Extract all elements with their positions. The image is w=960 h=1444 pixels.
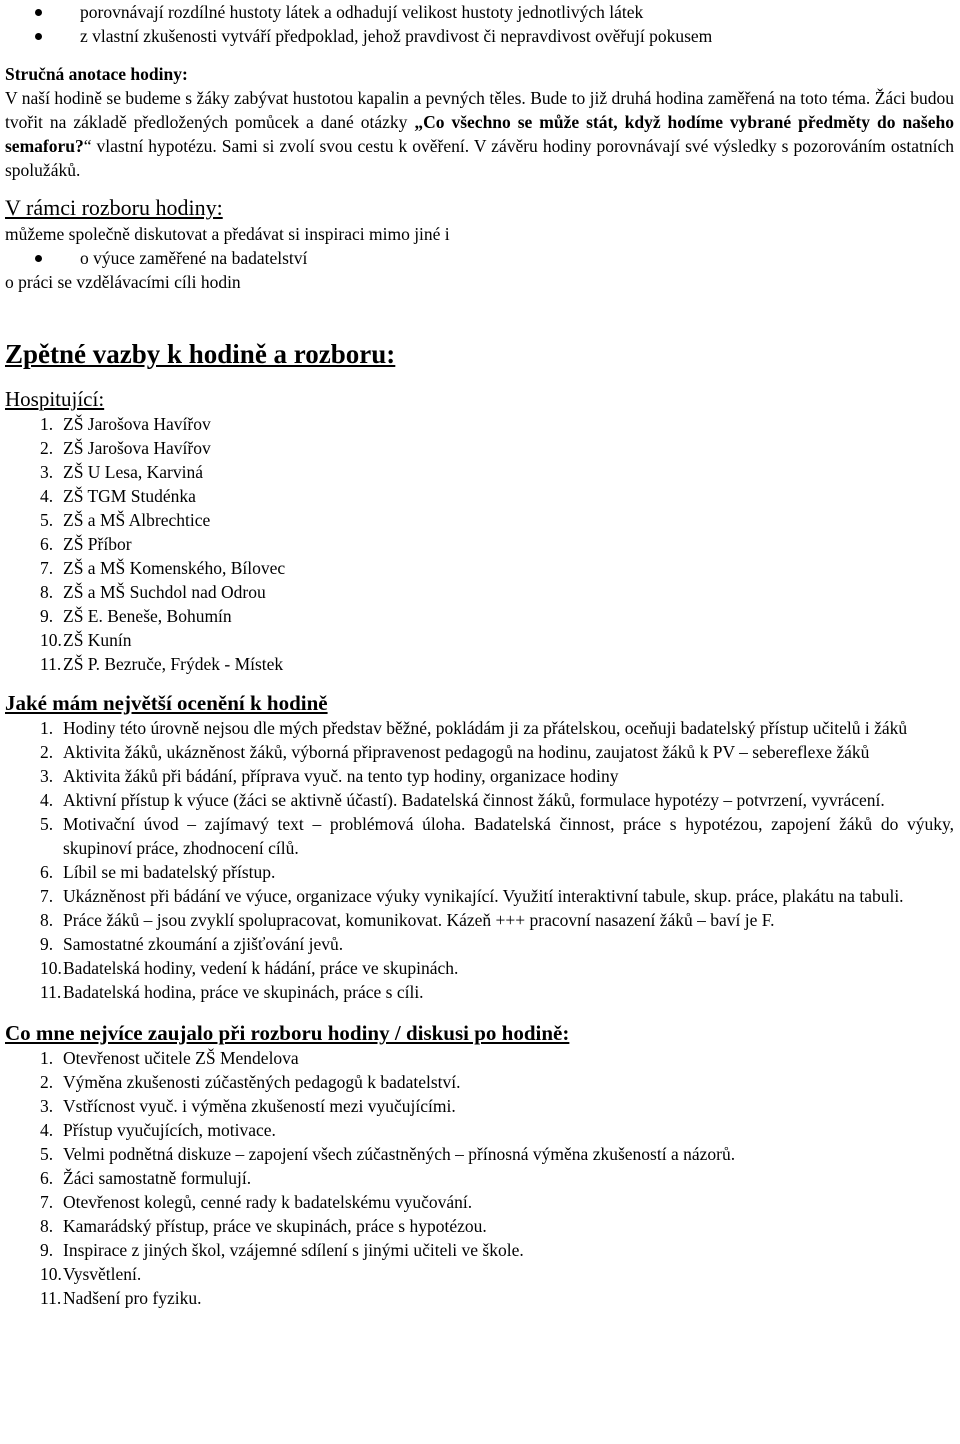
list-item-text: Badatelská hodina, práce ve skupinách, práce s cíli. xyxy=(63,982,424,1002)
list-item-text: Nadšení pro fyziku. xyxy=(63,1288,202,1308)
list-item xyxy=(5,508,954,532)
list-item xyxy=(5,1094,954,1118)
list-item-text: Otevřenost učitele ZŠ Mendelova xyxy=(63,1048,299,1068)
list-item xyxy=(5,716,954,740)
list-item-number: 9. xyxy=(40,934,54,954)
list-item-number: 7. xyxy=(40,1192,54,1212)
list-item xyxy=(5,580,954,604)
bullet-dot-icon xyxy=(35,33,42,40)
list-item-number: 10. xyxy=(40,1264,62,1284)
list-item-number: 3. xyxy=(40,462,54,482)
list-item-text: ZŠ Jarošova Havířov xyxy=(63,438,211,458)
list-item-text: Vysvětlení. xyxy=(63,1264,142,1284)
list-item-text: Otevřenost kolegů, cenné rady k badatelskému vyučování. xyxy=(63,1192,473,1212)
list-item-number: 11. xyxy=(40,982,62,1002)
list-item xyxy=(5,652,954,676)
list-item-number: 1. xyxy=(40,414,54,434)
list-item-number: 1. xyxy=(40,718,54,738)
list-item xyxy=(5,604,954,628)
list-item-number: 1. xyxy=(40,1048,54,1068)
list-item xyxy=(5,860,954,884)
zaujalo-heading: Co mne nejvíce zaujalo při rozboru hodiny / diskusi po hodině: xyxy=(5,1021,570,1045)
list-item xyxy=(5,1286,954,1310)
hospitujici-heading: Hospitující: xyxy=(5,387,105,411)
list-item-text: Práce žáků – jsou zvyklí spolupracovat, komunikovat. Kázeň +++ pracovní nasazení žáků – baví je F. xyxy=(63,910,775,930)
list-item-number: 11. xyxy=(40,654,62,674)
list-item-text: ZŠ a MŠ Komenského, Bílovec xyxy=(63,558,286,578)
list-item xyxy=(5,764,954,788)
list-item xyxy=(5,812,954,860)
list-item-text: Badatelská hodiny, vedení k hádání, práce ve skupinách. xyxy=(63,958,459,978)
rozbor-section xyxy=(5,194,954,294)
oceneni-list xyxy=(5,716,954,1004)
list-item xyxy=(5,884,954,908)
list-item-number: 6. xyxy=(40,534,54,554)
list-item-text: Aktivní přístup k výuce (žáci se aktivně účastí). Badatelská činnost žáků, formulace hypotézy – potvrzení, vyvrácení. xyxy=(63,790,885,810)
oceneni-heading: Jaké mám největší ocenění k hodině xyxy=(5,691,328,715)
list-item xyxy=(5,1118,954,1142)
bullet-item: porovnávají rozdílné hustoty látek a odhadují velikost hustoty jednotlivých látek xyxy=(5,0,954,24)
list-item-text: ZŠ Kunín xyxy=(63,630,132,650)
list-item-text: ZŠ a MŠ Suchdol nad Odrou xyxy=(63,582,266,602)
list-item-text: Aktivita žáků při bádání, příprava vyuč. na tento typ hodiny, organizace hodiny xyxy=(63,766,619,786)
list-item-number: 6. xyxy=(40,862,54,882)
list-item-number: 5. xyxy=(40,510,54,530)
list-item-number: 8. xyxy=(40,910,54,930)
list-item-text: Líbil se mi badatelský přístup. xyxy=(63,862,276,882)
anotace-section xyxy=(5,62,954,182)
list-item-text: ZŠ Příbor xyxy=(63,534,132,554)
list-item-text: Vstřícnost vyuč. i výměna zkušeností mezi vyučujícími. xyxy=(63,1096,456,1116)
list-item xyxy=(5,1046,954,1070)
list-item-text: ZŠ Jarošova Havířov xyxy=(63,414,211,434)
list-item-number: 4. xyxy=(40,790,54,810)
list-item-text: Velmi podnětná diskuze – zapojení všech zúčastněných – přínosná výměna zkušeností a názorů. xyxy=(63,1144,736,1164)
list-item-number: 11. xyxy=(40,1288,62,1308)
list-item-number: 4. xyxy=(40,486,54,506)
bullet-dot-icon xyxy=(35,9,42,16)
rozbor-bullet-list xyxy=(5,246,954,270)
zpetne-vazby-heading: Zpětné vazby k hodině a rozboru: xyxy=(5,339,396,369)
list-item-text: Hodiny této úrovně nejsou dle mých představ běžné, pokládám ji za přátelskou, oceňuji badatelský přístup učitelů i žáků xyxy=(63,718,908,738)
list-item-number: 5. xyxy=(40,1144,54,1164)
rozbor-heading: V rámci rozboru hodiny: xyxy=(5,195,223,220)
top-bullet-list xyxy=(5,0,954,48)
list-item xyxy=(5,412,954,436)
list-item-text: ZŠ E. Beneše, Bohumín xyxy=(63,606,232,626)
list-item-number: 2. xyxy=(40,1072,54,1092)
list-item-number: 3. xyxy=(40,1096,54,1116)
list-item-text: Aktivita žáků, ukázněnost žáků, výborná připravenost pedagogů na hodinu, zaujatost žáků k PV – sebereflexe žáků xyxy=(63,742,870,762)
list-item-number: 7. xyxy=(40,558,54,578)
list-item xyxy=(5,956,954,980)
bullet-item: o výuce zaměřené na badatelství xyxy=(5,246,954,270)
list-item xyxy=(5,1166,954,1190)
list-item-number: 2. xyxy=(40,438,54,458)
anotace-text: V naší hodině se budeme s žáky zabývat hustotou kapalin a pevných těles. Bude to již druhá hodina zaměřená na toto téma. Žáci budou tvořit na základě předložených pomůcek a dané otázky „Co všechno se může stát, když hodíme vybrané předměty do našeho semaforu?“ vlastní hypotézu. Sami si zvolí svou cestu k ověření. V závěru hodiny porovnávají své výsledky s pozorováním ostatních spolužáků. xyxy=(5,88,954,180)
list-item xyxy=(5,628,954,652)
list-item-text: ZŠ a MŠ Albrechtice xyxy=(63,510,211,530)
list-item-text: Přístup vyučujících, motivace. xyxy=(63,1120,276,1140)
list-item xyxy=(5,1070,954,1094)
list-item-number: 8. xyxy=(40,582,54,602)
list-item-text: ZŠ P. Bezruče, Frýdek - Místek xyxy=(63,654,284,674)
bullet-dot-icon xyxy=(35,255,42,262)
list-item xyxy=(5,1262,954,1286)
list-item xyxy=(5,908,954,932)
list-item xyxy=(5,1214,954,1238)
list-item-text: Kamarádský přístup, práce ve skupinách, práce s hypotézou. xyxy=(63,1216,487,1236)
list-item xyxy=(5,436,954,460)
list-item-number: 5. xyxy=(40,814,54,834)
list-item-number: 3. xyxy=(40,766,54,786)
list-item-text: Inspirace z jiných škol, vzájemné sdílení s jinými učiteli ve škole. xyxy=(63,1240,524,1260)
anotace-question: „Co všechno se může stát, když hodíme vybrané předměty do našeho semaforu? xyxy=(5,112,954,156)
list-item-text: Výměna zkušenosti zúčastěných pedagogů k badatelství. xyxy=(63,1072,461,1092)
list-item-number: 9. xyxy=(40,606,54,626)
hospitujici-list xyxy=(5,412,954,676)
list-item-text: ZŠ TGM Studénka xyxy=(63,486,196,506)
list-item-number: 2. xyxy=(40,742,54,762)
list-item-text: Samostatné zkoumání a zjišťování jevů. xyxy=(63,934,344,954)
list-item-number: 4. xyxy=(40,1120,54,1140)
list-item xyxy=(5,740,954,764)
list-item xyxy=(5,460,954,484)
list-item xyxy=(5,556,954,580)
list-item xyxy=(5,1238,954,1262)
bullet-item: z vlastní zkušenosti vytváří předpoklad, jehož pravdivost či nepravdivost ověřují pokusem xyxy=(5,24,954,48)
list-item-number: 8. xyxy=(40,1216,54,1236)
zaujalo-list xyxy=(5,1046,954,1310)
list-item xyxy=(5,980,954,1004)
list-item-number: 10. xyxy=(40,958,62,978)
rozbor-line: o práci se vzdělávacími cíli hodin xyxy=(5,272,241,292)
list-item xyxy=(5,788,954,812)
list-item-text: Motivační úvod – zajímavý text – problémová úloha. Badatelská činnost, práce s hypotézou, zapojení žáků do výuky, skupinoví práce, zhodnocení cílů. xyxy=(63,814,954,858)
list-item-number: 10. xyxy=(40,630,62,650)
list-item-number: 6. xyxy=(40,1168,54,1188)
list-item-text: ZŠ U Lesa, Karviná xyxy=(63,462,203,482)
list-item-text: Žáci samostatně formulují. xyxy=(63,1168,252,1188)
list-item xyxy=(5,484,954,508)
rozbor-line: můžeme společně diskutovat a předávat si inspiraci mimo jiné i xyxy=(5,224,450,244)
list-item xyxy=(5,532,954,556)
anotace-heading: Stručná anotace hodiny: xyxy=(5,64,188,84)
list-item-number: 9. xyxy=(40,1240,54,1260)
list-item-number: 7. xyxy=(40,886,54,906)
list-item xyxy=(5,932,954,956)
list-item xyxy=(5,1190,954,1214)
list-item xyxy=(5,1142,954,1166)
list-item-text: Ukázněnost při bádání ve výuce, organizace výuky vynikající. Využití interaktivní tabule, skup. práce, plakátu na tabuli. xyxy=(63,886,904,906)
